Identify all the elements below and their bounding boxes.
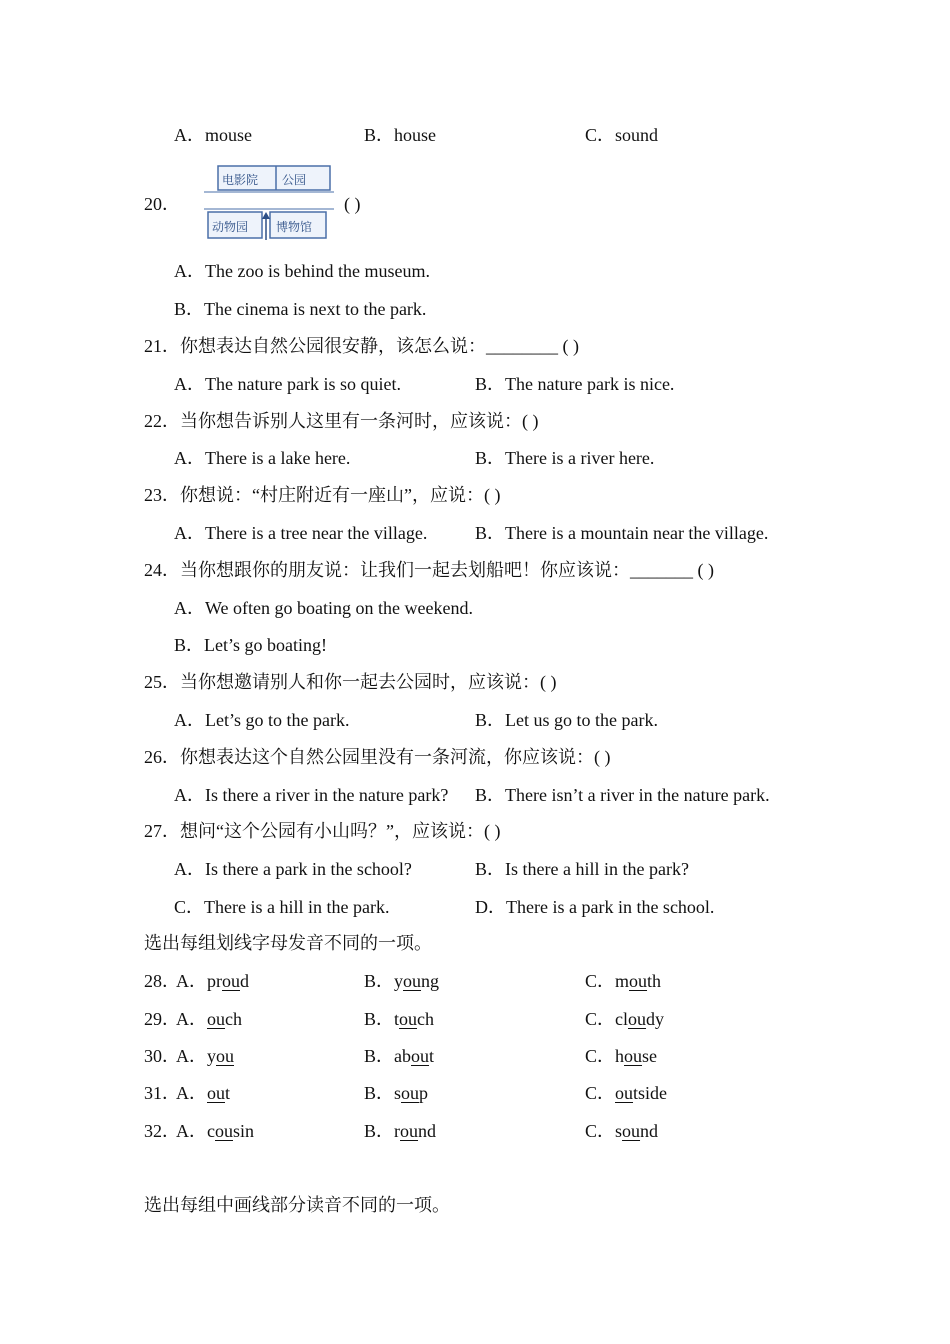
option-c: C．There is a hill in the park. [174,897,390,917]
option-a: A．The zoo is behind the museum. [174,261,430,281]
option-c [585,1120,658,1142]
underlined-letters: ou [622,1121,641,1141]
option-b: B．house [364,125,436,145]
option-b: B．The cinema is next to the park. [174,299,427,319]
word-part: c [207,1121,215,1141]
word-part: A． [176,1046,207,1066]
underlined-letters: ou [615,1083,634,1103]
word-part: A． [176,1121,207,1141]
word-part: B． [364,1083,395,1103]
word-part: y [394,971,404,991]
option-a [176,1082,230,1104]
option-a: A．We often go boating on the weekend. [174,598,473,618]
word-part: tside [633,1083,668,1103]
word-part: A． [176,1009,207,1029]
word-part: nd [418,1121,437,1141]
underlined-letters: ou [399,1009,418,1029]
option-b: B．There is a mountain near the village. [475,523,769,543]
word-part: C． [585,1009,616,1029]
question-stem: 24．当你想跟你的朋友说：让我们一起去划船吧！你应该说：_______ ( ) [144,560,714,580]
option-a: A．There is a lake here. [174,448,351,468]
word-part: sin [233,1121,255,1141]
answer-paren: ( ) [344,194,361,214]
option-a: A．The nature park is so quiet. [174,374,401,394]
word-part: ch [417,1009,435,1029]
option-b: B．Let’s go boating! [174,635,327,655]
word-part: r [394,1121,401,1141]
option-c: C．sound [585,125,659,145]
map-illustration [204,162,334,244]
underlined-letters: ou [216,1046,234,1066]
word-part: A． [176,971,207,991]
word-part: B． [364,1046,395,1066]
option-b: B．There is a river here. [475,448,655,468]
option-b: B．Let us go to the park. [475,710,658,730]
word-part: ab [394,1046,412,1066]
option-b: B．The nature park is nice. [475,374,675,394]
word-part: s [615,1121,623,1141]
option-b [364,970,439,992]
question-stem: 23．你想说：“村庄附近有一座山”，应说：( ) [144,485,501,505]
word-part: s [394,1083,402,1103]
word-part: dy [646,1009,665,1029]
underlined-letters: ou [411,1046,430,1066]
word-part: C． [585,1083,616,1103]
cinema-label: 电影院 [222,173,259,187]
option-a: A．Is there a river in the nature park? [174,785,449,805]
museum-label: 博物馆 [276,220,313,234]
option-b [364,1120,436,1142]
question-stem: 22．当你想告诉别人这里有一条河时，应该说：( ) [144,411,539,431]
underlined-letters: ou [207,1083,225,1103]
option-b [364,1045,434,1067]
word-part: y [207,1046,216,1066]
option-a [176,1120,254,1142]
word-part: C． [585,1121,616,1141]
word-part: cl [615,1009,629,1029]
word-part: t [394,1009,400,1029]
question-number: 31． [144,1083,180,1103]
word-part: nd [640,1121,659,1141]
word-part: h [615,1046,625,1066]
underlined-letters: ou [403,971,422,991]
option-b: B．There isn’t a river in the nature park. [475,785,770,805]
underlined-letters: ou [629,971,648,991]
question-stem: 27．想问“这个公园有小山吗？”，应该说：( ) [144,821,501,841]
question-stem: 25．当你想邀请别人和你一起去公园时，应该说：( ) [144,672,557,692]
word-part: ch [225,1009,242,1029]
option-a: A．Let’s go to the park. [174,710,350,730]
park-label: 公园 [282,173,307,187]
question-stem: 26．你想表达这个自然公园里没有一条河流，你应该说：( ) [144,747,611,767]
option-b: B．Is there a hill in the park? [475,859,689,879]
word-part: A． [176,1083,207,1103]
question-number: 28． [144,971,180,991]
question-stem: 21．你想表达自然公园很安静，该怎么说：________ ( ) [144,336,579,356]
word-part: m [615,971,630,991]
option-a: A．There is a tree near the village. [174,523,428,543]
word-part: C． [585,971,616,991]
word-part: p [419,1083,429,1103]
option-d: D．There is a park in the school. [475,897,715,917]
underlined-letters: ou [400,1121,419,1141]
question-number: 20． [144,194,180,214]
word-part: B． [364,1121,395,1141]
word-part: t [429,1046,435,1066]
option-c [585,1082,667,1104]
option-a [176,1008,242,1030]
underlined-letters: ou [401,1083,420,1103]
option-a [176,970,249,992]
option-a: A．Is there a park in the school? [174,859,412,879]
option-c [585,1045,657,1067]
question-number: 32． [144,1121,180,1141]
question-number: 29． [144,1009,180,1029]
option-a: A．mouse [174,125,252,145]
word-part: C． [585,1046,616,1066]
underlined-letters: ou [207,1009,225,1029]
section-heading: 选出每组中画线部分读音不同的一项。 [144,1195,450,1215]
word-part: pr [207,971,222,991]
underlined-letters: ou [624,1046,643,1066]
zoo-label: 动物园 [212,220,249,234]
word-part: th [647,971,662,991]
word-part: ng [421,971,440,991]
option-b [364,1008,434,1030]
underlined-letters: ou [215,1121,233,1141]
word-part: d [240,971,249,991]
option-a [176,1045,234,1067]
option-b [364,1082,428,1104]
word-part: B． [364,1009,395,1029]
word-part: t [225,1083,231,1103]
underlined-letters: ou [222,971,240,991]
word-part: se [642,1046,658,1066]
option-c [585,970,661,992]
word-part: B． [364,971,395,991]
question-number: 30． [144,1046,180,1066]
section-heading: 选出每组划线字母发音不同的一项。 [144,933,432,953]
underlined-letters: ou [628,1009,647,1029]
option-c [585,1008,664,1030]
